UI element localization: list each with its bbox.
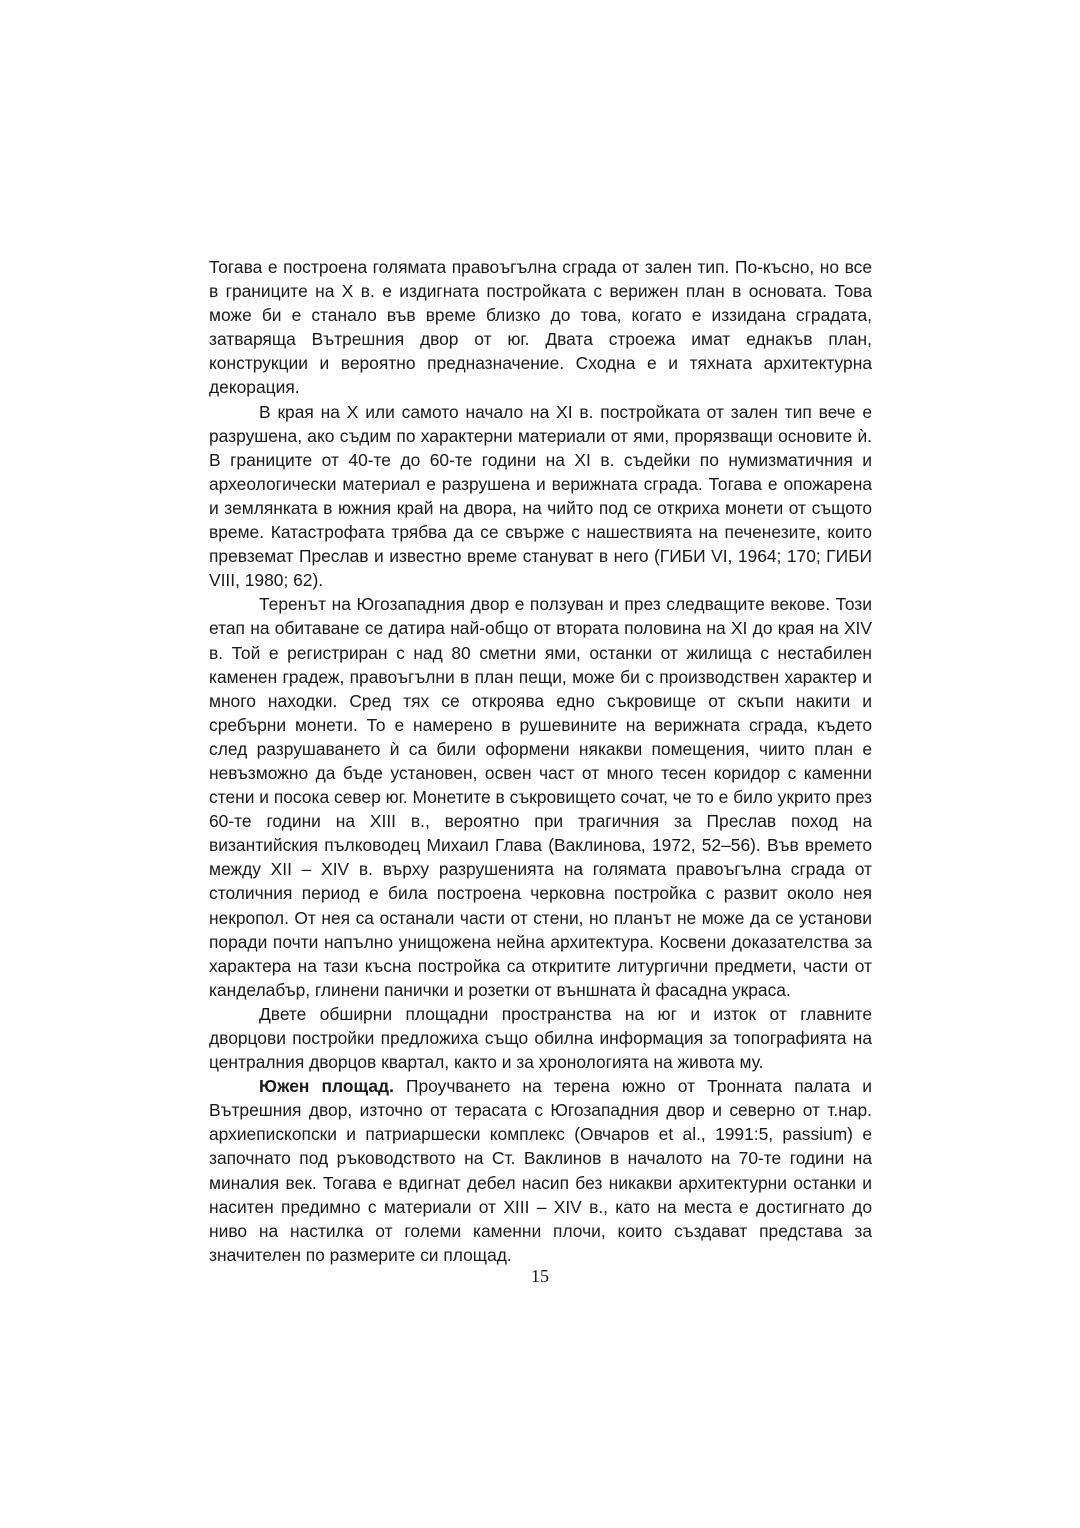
page-number: 15 <box>531 1266 549 1286</box>
body-text <box>209 255 872 1267</box>
paragraph-2: В края на Х или самото начало на ХI в. постройката от зален тип вече е разрушена, ако съдим по характерни материали от ями, прорязващи основите ѝ. В границите от 40-те до 60-те години на ХI в. съдейки по нумизматичния и археологически материал е разрушена и верижната сграда. Тогава е опожарена и землянката в южния край на двора, на чийто под се откриха монети от същото време. Катастрофата трябва да се свърже с нашествията на печенезите, които превземат Преслав и известно време стануват в него (ГИБИ VI, 1964; 170; ГИБИ VIII, 1980; 62). <box>209 401 872 591</box>
paragraph-4: Двете обширни площадни пространства на юг и изток от главните дворцови постройки предложиха също обилна информация за топографията на централния дворцов квартал, както и за хронологията на живота му. <box>209 1003 872 1073</box>
section-heading-south-square: Южен площад. <box>259 1076 394 1097</box>
paragraph-5-text: Проучването на терена южно от Тронната палата и Вътрешния двор, източно от терасата с Югозападния двор и северно от т.нар. архиепископски и патриаршески комплекс (Овчаров et al., 1991:5, passium) е започнато под ръководството на Ст. Ваклинов в началото на 70-те години на миналия век. Тогава е вдигнат дебел насип без никакви архитектурни останки и наситен предимно с материали от ХIII – ХIV в., като на места е достигнато до ниво на настилка от големи каменни плочи, които създават представа за значителен по размерите си площад. <box>209 1076 872 1265</box>
paragraph-1: Тогава е построена голямата правоъгълна сграда от зален тип. По-късно, но все в границите на Х в. е издигната постройката с верижен план в основата. Това може би е станало във време близко до това, когато е иззидана сградата, затваряща Вътрешния двор от юг. Двата строежа имат еднакъв план, конструкции и вероятно предназначение. Сходна е и тяхната архитектурна декорация. <box>209 257 872 398</box>
paragraph-3: Теренът на Югозападния двор е ползуван и през следващите векове. Този етап на обитаване се датира най-общо от втората половина на ХI до края на ХIV в. Той е регистриран с над 80 сметни ями, останки от жилища с нестабилен каменен градеж, правоъгълни в план пещи, може би с производствен характер и много находки. Сред тях се откроява едно съкровище от скъпи накити и сребърни монети. То е намерено в рушевините на верижната сграда, където след разрушаването ѝ са били оформени някакви помещения, чиито план е невъзможно да бъде установен, освен част от много тесен коридор с каменни стени и посока север юг. Монетите в съкровището сочат, че то е било укрито през 60-те години на ХIII в., вероятно при трагичния за Преслав поход на византийския пълководец Михаил Глава (Ваклинова, 1972, 52–56). Във времето между ХII – ХIV в. върху разрушенията на голямата правоъгълна сграда от столичния период е била построена черковна постройка с развит около нея некропол. От нея са останали части от стени, но планът не може да се установи поради почти напълно унищожена нейна архитектура. Косвени доказателства за характера на тази късна постройка са откритите литургични предмети, части от канделабър, глинени панички и розетки от външната ѝ фасадна украса. <box>209 594 872 1000</box>
paragraph-5 <box>209 1074 872 1267</box>
